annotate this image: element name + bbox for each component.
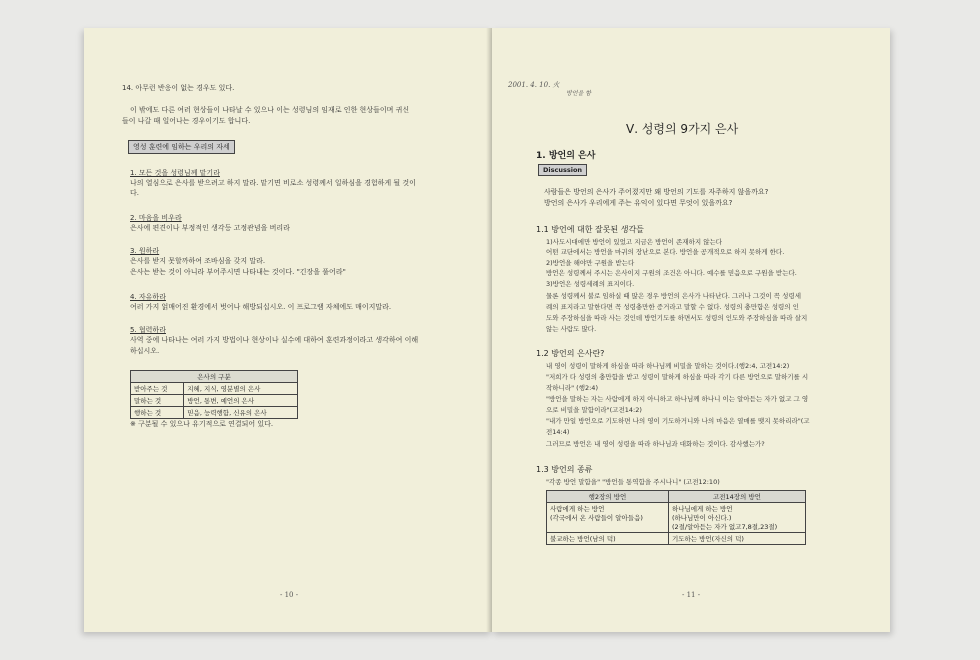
gift-category-table: [130, 370, 298, 419]
chapter-title: Ⅴ. 성령의 9가지 은사: [626, 122, 739, 136]
s13-line: "각종 방언 말함을" "방언들 통역함을 주시나니" (고전12:10): [546, 478, 720, 486]
handwritten-note: 방언을 함: [566, 90, 592, 97]
s11-line: 어떤 교단에서는 방언을 마귀의 장난으로 본다. 방언을 공개적으로 하지 못하게 한다.: [546, 248, 785, 256]
table-row: [131, 395, 298, 407]
item-5-body: 사역 중에 나타나는 여러 가지 방법이나 현상이나 실수에 대하여 훈련과정이라고 생각하여 이해: [130, 336, 419, 344]
item-3-body: 은사를 받지 못할까하여 조바심을 갖지 말라.: [130, 257, 266, 265]
table-header: 행2장의 방언: [547, 491, 669, 503]
discussion-label: Discussion: [538, 164, 587, 176]
table-cell: 받아주는 것: [131, 383, 184, 395]
tongues-type-table: [546, 490, 806, 545]
item-5-body2: 하십시오.: [130, 347, 160, 355]
s12-line: 으로 비밀을 말함이라"(고전14:2): [546, 406, 642, 414]
s11-line: 물론 성령께서 불로 임하실 때 많은 경우 방언의 은사가 나타난다. 그러나 그것이 꼭 성령세: [546, 292, 801, 300]
cell-line: (각국에서 온 사람들이 알아들음): [550, 514, 643, 522]
table-cell: 기도하는 방언(자신의 덕): [668, 533, 805, 545]
item-2-body: 은사에 편견이나 부정적인 생각등 고정관념을 버리라: [130, 224, 290, 232]
table-cell: 방언, 통변, 예언의 은사: [184, 395, 298, 407]
left-paragraph-1a: 이 밖에도 다른 여러 현상들이 나타날 수 있으나 이는 성령님의 임재로 인한 현상들이며 귀신: [130, 106, 410, 114]
s12-line: "방언을 말하는 자는 사람에게 하지 아니하고 하나님께 하나니 이는 알아듣는 자가 없고 그 영: [546, 395, 809, 403]
handwritten-date: 2001. 4. 10. 火: [508, 81, 560, 89]
table-header: 은사의 구분: [131, 371, 298, 383]
s12-line: "저희가 다 성령의 충만함을 받고 성령이 말하게 하심을 따라 각기 다른 방언으로 말하기를 시: [546, 373, 809, 381]
page-number-right: - 11 -: [682, 591, 701, 599]
table-cell: [547, 503, 669, 533]
s11-line: 례의 표지라고 말한다면 꼭 성령충만한 증거라고 말할 수 없다. 성령의 충만함은 성령의 인: [546, 303, 799, 311]
item-3-body2: 은사는 받는 것이 아니라 부어주시면 나타내는 것이다. "긴장을 풀어라": [130, 268, 346, 276]
table-header: 고전14장의 방언: [668, 491, 805, 503]
subsection-1-1: 1.1 방언에 대한 잘못된 생각들: [536, 225, 644, 234]
item-1-body: 나의 열심으로 은사를 받으려고 하지 말라. 맡기면 비로소 성령께서 일하심을 경험하게 될 것이: [130, 179, 416, 187]
s12-line: 내 영이 성령이 말하게 하심을 따라 하나님께 비밀을 말하는 것이다.(행2:4, 고전14:2): [546, 362, 790, 370]
s11-line: 2)방언을 해야만 구원을 받는다: [546, 259, 635, 267]
cell-line: (2절/알아듣는 자가 없고7,8절,23절): [671, 523, 778, 531]
section-heading-box: 영성 훈련에 임하는 우리의 자세: [128, 140, 235, 154]
table-row: [547, 503, 806, 533]
s12-line: "내가 만일 방언으로 기도하면 나의 영이 기도하거니와 나의 마음은 열매를 맺지 못하리라"(고: [546, 417, 810, 425]
item-4-head: 4. 자유하라: [130, 293, 166, 301]
s11-line: 1)사도시대에만 방언이 있었고 지금은 방언이 존재하지 않는다: [546, 238, 723, 246]
s12-line: 그러므로 방언은 내 영이 성령을 따라 하나님과 대화하는 것이다. 감사했는가?: [546, 440, 765, 448]
s12-line: 작하니라" (행2:4): [546, 384, 598, 392]
s11-line: 방언은 성령께서 주시는 은사이지 구원의 조건은 아니다. 예수를 믿음으로 구원을 받는다.: [546, 269, 797, 277]
item-2-head: 2. 마음을 비우라: [130, 214, 182, 222]
table-row: [131, 383, 298, 395]
section-1-heading: 1. 방언의 은사: [536, 151, 596, 161]
left-paragraph-1b: 들이 나갈 때 일어나는 경우이기도 합니다.: [122, 117, 251, 125]
subsection-1-3: 1.3 방언의 종류: [536, 465, 593, 474]
cell-line: 하나님에게 하는 방언: [671, 505, 733, 513]
table-cell: 지혜, 지식, 영분별의 은사: [184, 383, 298, 395]
item-1-body2: 다.: [130, 189, 139, 197]
item-4-body: 여러 가지 얽매어진 환경에서 벗어나 해방되십시오. 이 프로그램 자체에도 매이지말라.: [130, 303, 392, 311]
table-cell: [668, 503, 805, 533]
s11-line: 3)방언은 성령세례의 표지이다.: [546, 280, 635, 288]
s12-line: 전14:4): [546, 428, 570, 436]
question-2: 방언의 은사가 우리에게 주는 유익이 있다면 무엇이 있을까요?: [544, 199, 733, 207]
left-page: [84, 28, 492, 632]
table-cell: 행하는 것: [131, 407, 184, 419]
table-note: ※ 구분될 수 있으나 유기적으로 연결되어 있다.: [130, 420, 274, 428]
s11-line: 않는 사람도 많다.: [546, 325, 597, 333]
s11-line: 도와 주장하심을 따라 사는 것인데 방언기도를 하면서도 성령의 인도와 주장하심을 따라 살지: [546, 314, 808, 322]
page-number-left: - 10 -: [280, 591, 299, 599]
table-cell: 불교하는 방언(남의 덕): [547, 533, 669, 545]
question-1: 사람들은 방언의 은사가 주어졌지만 왜 방언의 기도를 자주하지 않을까요?: [544, 188, 769, 196]
item-5-head: 5. 협력하라: [130, 326, 166, 334]
cell-line: 사람에게 하는 방언: [550, 505, 605, 513]
table-cell: 믿음, 능력행함, 신유의 은사: [184, 407, 298, 419]
table-row: [131, 407, 298, 419]
left-line-14: 14. 아무런 반응이 없는 경우도 있다.: [122, 84, 235, 92]
table-row: [547, 533, 806, 545]
item-1-head: 1. 모든 것을 성령님께 맡기라: [130, 169, 220, 177]
right-page: [492, 28, 890, 632]
item-3-head: 3. 원하라: [130, 247, 160, 255]
subsection-1-2: 1.2 방언의 은사란?: [536, 349, 605, 358]
table-cell: 말하는 것: [131, 395, 184, 407]
cell-line: (하나님만이 아신다.): [671, 514, 732, 522]
